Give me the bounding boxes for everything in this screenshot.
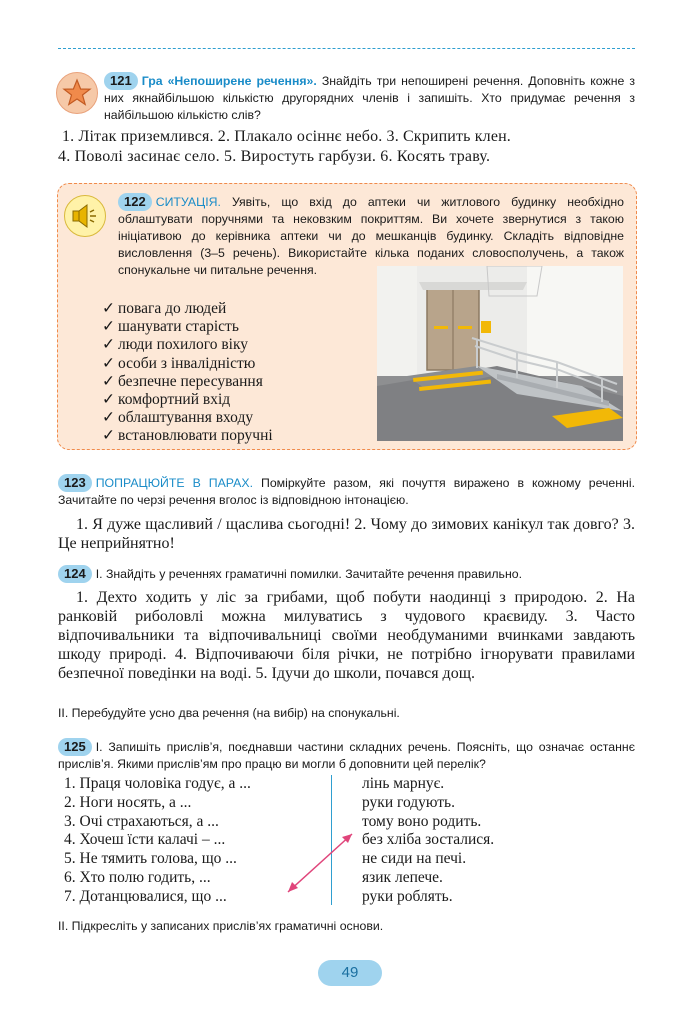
proverb-end: не сиди на печі. [362, 850, 467, 868]
proverb-left-column [64, 775, 251, 907]
proverb-start: 2. Ноги носять, а ... [64, 793, 192, 811]
exercise-124-sentences: 1. Дехто ходить у ліс за грибами, щоб побути наодинці з природою. 2. На ранковій риболовлі можна милуватись з чудового краєвиду. 3. Часто відпочивальники та відпочивальниці своїми необдуманими вчинками завдають шкоду природі. 4. Відпочиваючи біля річки, не потрібно ігнорувати правилами безпечної поведінки на воді. 5. Ідучи до школи, почався дощ. [58, 589, 635, 682]
proverb-start: 3. Очі страхаються, а ... [64, 812, 219, 830]
checklist-item: ✓ люди похилого віку [102, 336, 249, 354]
exercise-121-line-2: 4. Поволі засинає село. 5. Виростуть гарбузи. 6. Косять траву. [58, 148, 491, 165]
exercise-number: 125 [58, 738, 92, 756]
exercise-125-task [58, 738, 635, 773]
proverb-start: 5. Не тямить голова, що ... [64, 850, 237, 868]
exercise-121-task [104, 72, 635, 124]
top-dashed-rule [58, 48, 635, 49]
checklist-item: ✓ комфортний вхід [102, 391, 231, 409]
exercise-number: 122 [118, 193, 152, 211]
exercise-125-task-2: ІІ. Підкресліть у записаних прислів’ях граматичні основи. [58, 919, 384, 933]
checklist-item: ✓ безпечне пересування [102, 372, 263, 390]
match-arrow [280, 825, 360, 900]
exercise-123-sentences: 1. Я дуже щасливий / щаслива сьогодні! 2. Чому до зимових канікул так довго? 3. Це неприйнятно! [58, 516, 635, 552]
pair-work-label: ПОПРАЦЮЙТЕ В ПАРАХ. [95, 476, 253, 490]
proverb-end: руки роблять. [362, 887, 453, 905]
exercise-text: Знайдіть три непоширені речення. Доповніть кожне з них якнайбільшою кількістю другорядних членів і запишіть. Хто придумає речення з найбільшою кількістю слів? [104, 74, 635, 122]
proverb-end: без хліба зосталися. [362, 831, 495, 849]
proverb-start: 4. Хочеш їсти калачі – ... [64, 831, 226, 849]
exercise-124-task-2: ІІ. Перебудуйте усно два речення (на вибір) на спонукальні. [58, 706, 400, 720]
exercise-124-task [58, 565, 635, 583]
phrase-checklist [102, 300, 273, 446]
situation-label: СИТУАЦІЯ. [155, 195, 221, 209]
proverb-start: 7. Дотанцювалися, що ... [64, 887, 227, 905]
proverb-start: 1. Праця чоловіка годує, а ... [64, 775, 251, 792]
exercise-text: Уявіть, що вхід до аптеки чи житлового будинку необхідно облаштувати поручнями та нековзким покриттям. Ви хочете звернутися з такою ініціативою до керівника аптеки чи до мешканців будинку. Складіть відповідне висловлення (3–5 речень). Використайте кілька поданих словосполучень, а також спонукальне чи питальне речення. [118, 195, 624, 277]
checklist-item: ✓ особи з інвалідністю [102, 354, 256, 372]
exercise-title: Гра «Непоширене речення». [141, 74, 317, 88]
exercise-number: 121 [104, 72, 138, 90]
checklist-item: ✓ облаштування входу [102, 409, 254, 427]
proverb-end: язик лепече. [362, 868, 443, 886]
proverb-right-column [362, 775, 494, 907]
checklist-item: ✓ повага до людей [102, 300, 227, 317]
speaker-icon [64, 195, 106, 237]
exercise-text: І. Запишіть прислів’я, поєднавши частини складних речень. Поясніть, що означає останнє прислів’я. Якими прислів’ям про працю ви могли б доповнити цей перелік? [58, 740, 635, 771]
proverb-end: лінь марнує. [362, 775, 445, 792]
proverb-end: руки годують. [362, 793, 455, 811]
proverb-start: 6. Хто полю годить, ... [64, 868, 211, 886]
exercise-text: Поміркуйте разом, які почуття виражено в кожному реченні. Зачитайте по черзі речення вголос із відповідною інтонацією. [58, 476, 635, 507]
checklist-item: ✓ встановлювати поручні [102, 427, 273, 445]
proverb-end: тому воно родить. [362, 812, 482, 830]
page-number: 49 [318, 960, 382, 986]
exercise-number: 123 [58, 474, 92, 492]
star-icon [56, 72, 98, 114]
exercise-text: І. Знайдіть у реченнях граматичні помилки. Зачитайте речення правильно. [95, 567, 522, 581]
ramp-illustration [377, 266, 623, 441]
exercise-number: 124 [58, 565, 92, 583]
exercise-123-task [58, 474, 635, 509]
checklist-item: ✓ шанувати старість [102, 318, 239, 336]
exercise-121-line-1: 1. Літак приземлився. 2. Плакало осіннє небо. 3. Скрипить клен. [62, 128, 511, 145]
